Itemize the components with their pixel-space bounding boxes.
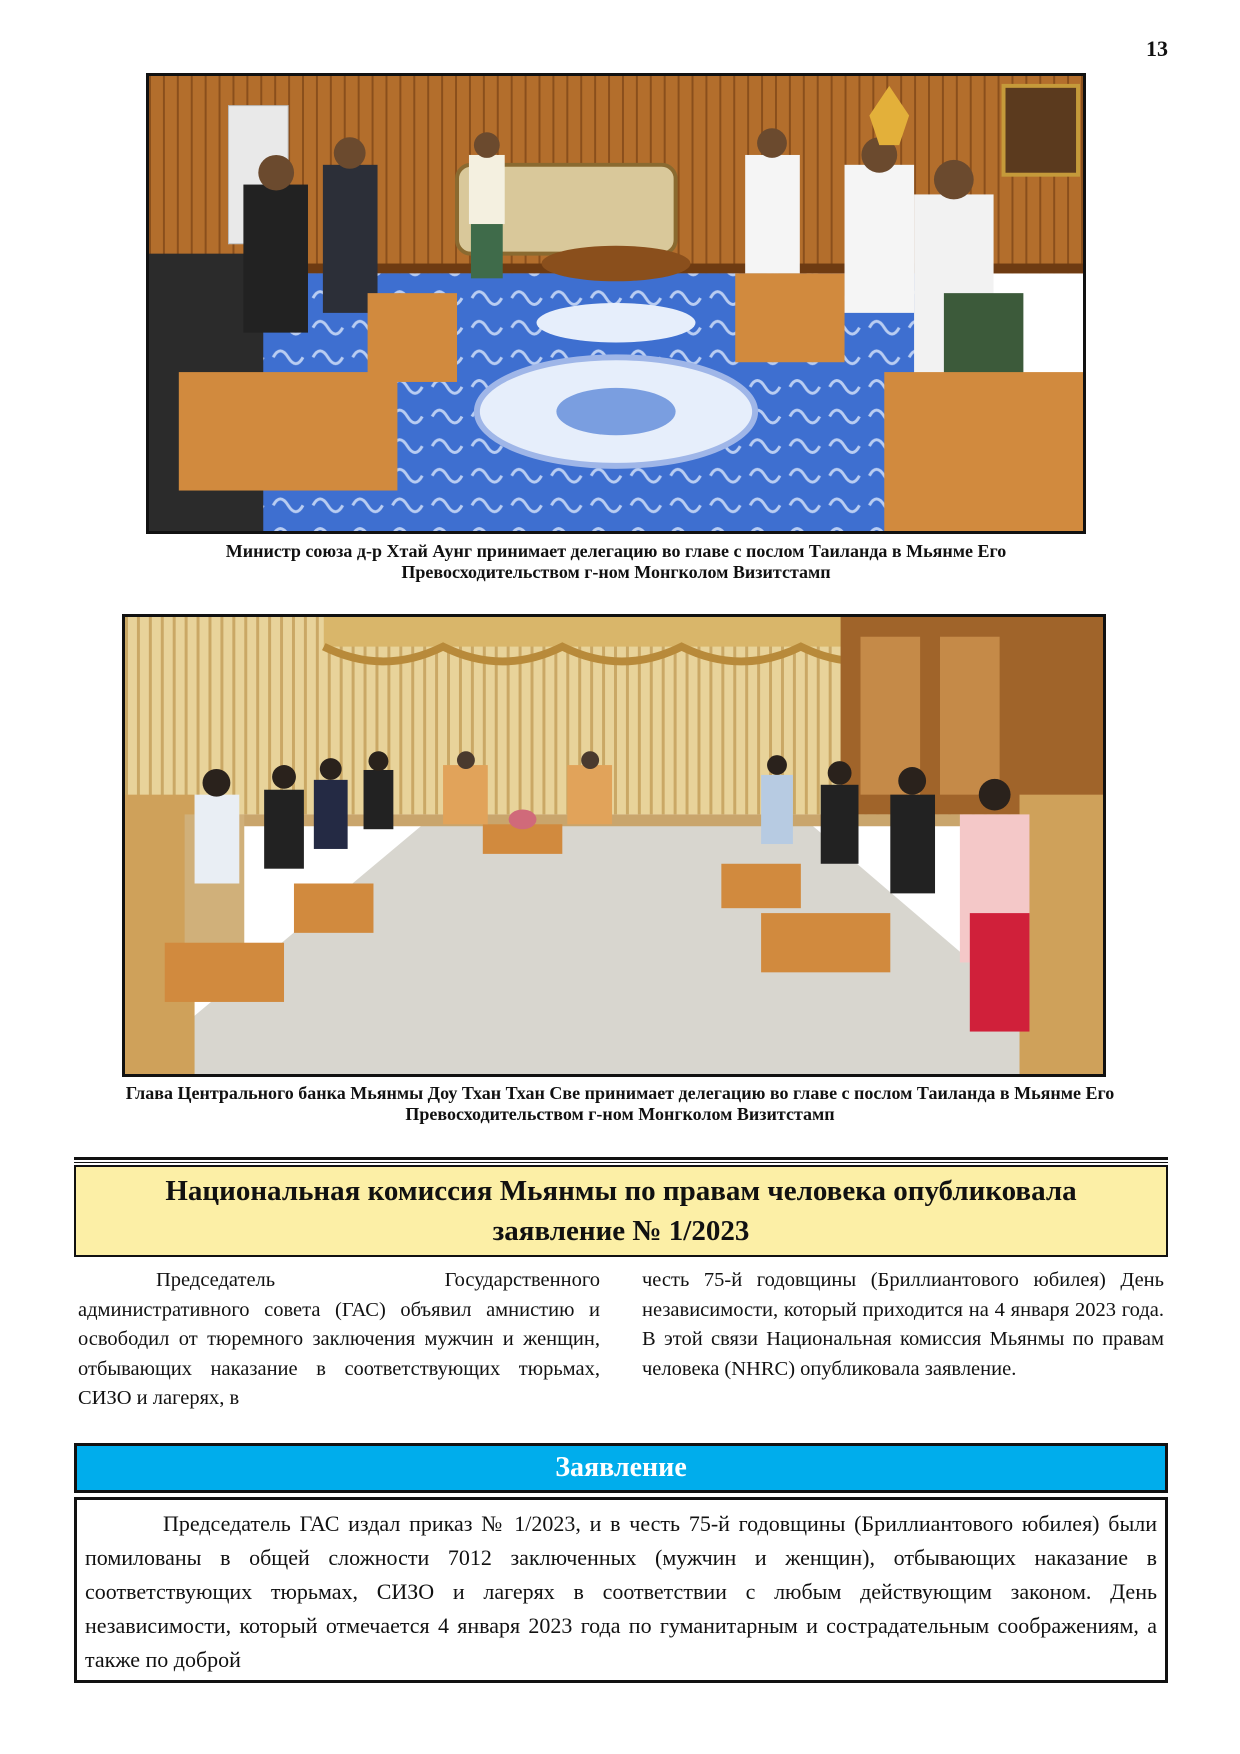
meeting-photo-minister-illustration: [149, 76, 1083, 531]
article-column-right: честь 75-й годовщины (Бриллиантового юбилея) День независимости, который приходится на 4 января 2023 года. В этой связи Национальная комиссия Мьянмы по правам человека (NHRC) опубликовала заявление.: [642, 1269, 1164, 1380]
statement-text: Председатель ГАС издал приказ № 1/2023, и в честь 75-й годовщины (Бриллиантового юбилея) были помилованы в общей сложности 7012 заключенных (мужчин и женщин), отбывающих наказание в соответствующих тюрьмах, СИЗО и лагерях в соответствии с любым действующим законом. День независимости, который отмечается 4 января 2023 года по гуманитарным и сострадательным соображениям, а также по доброй: [85, 1511, 1157, 1672]
statement-body: [74, 1497, 1168, 1683]
article-headline: Национальная комиссия Мьянмы по правам человека опубликовала заявление № 1/2023: [165, 1175, 1077, 1247]
meeting-photo-central-bank-illustration: [125, 617, 1103, 1074]
article-column-left: Председатель Государственного административного совета (ГАС) объявил амнистию и освободил от тюремного заключения мужчин и женщин, отбывающих наказание в соответствующих тюрьмах, СИЗО и лагерях, в: [78, 1269, 600, 1409]
statement-header: [74, 1443, 1168, 1493]
section-divider: [74, 1157, 1168, 1163]
photo-caption-minister: Министр союза д-р Хтай Аунг принимает делегацию во главе с послом Таиланда в Мьянме Его Превосходительством г-ном Монгколом Визитстамп: [225, 541, 1007, 582]
article-columns: [78, 1266, 1164, 1414]
article-headline-box: [74, 1165, 1168, 1257]
meeting-photo-minister: [146, 73, 1086, 534]
photo-caption-central-bank: Глава Центрального банка Мьянмы Доу Тхан Тхан Све принимает делегацию во главе с послом Таиланда в Мьянме Его Превосходительством г-ном Монгколом Визитстамп: [125, 1083, 1115, 1124]
statement-title: Заявление: [555, 1452, 687, 1483]
page-number: 13: [1146, 36, 1168, 61]
meeting-photo-central-bank: [122, 614, 1106, 1077]
